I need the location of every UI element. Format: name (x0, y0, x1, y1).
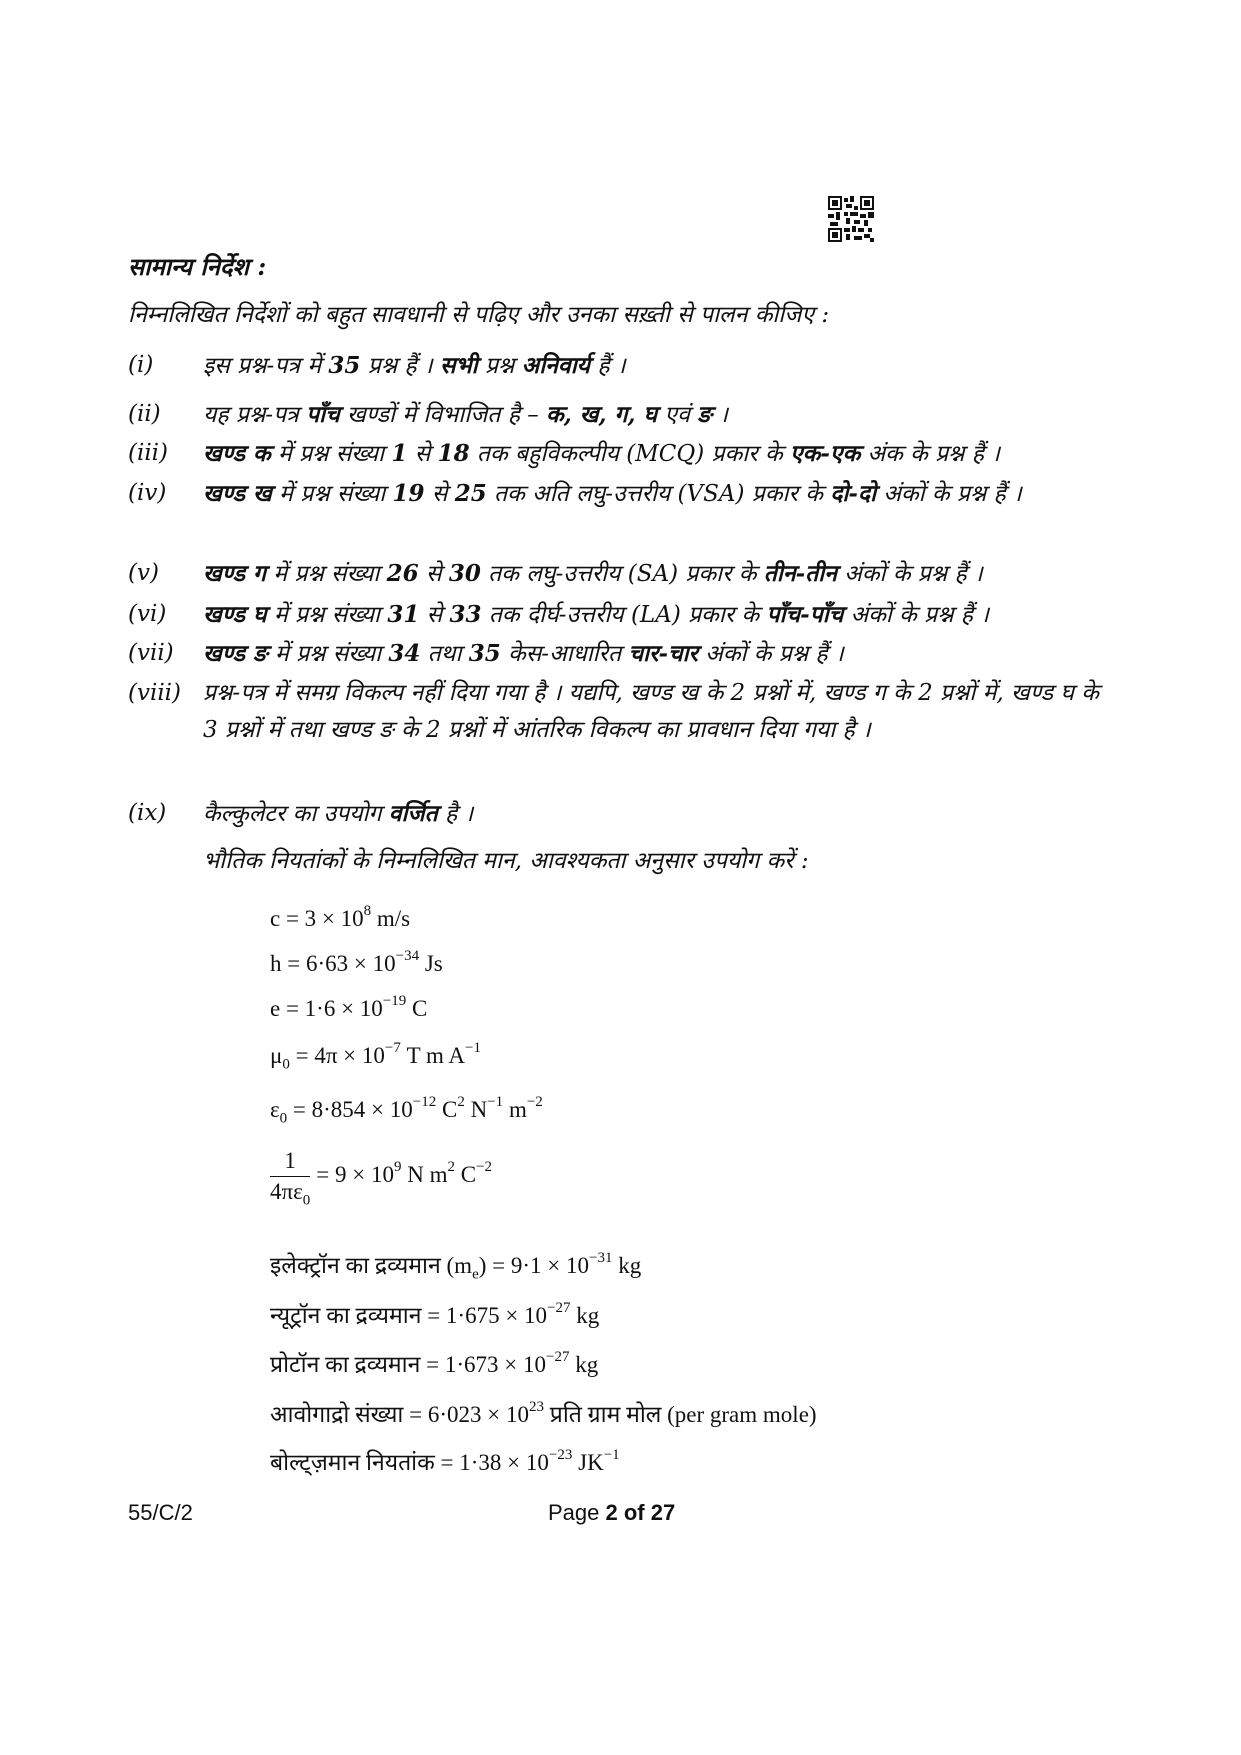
instruction-emphasis: 31 (387, 601, 420, 628)
instruction-fragment: इस प्रश्न-पत्र में (203, 353, 329, 379)
instruction-fragment: प्रश्न हैं । (360, 353, 440, 379)
instruction-text (203, 396, 1118, 434)
instruction-item (128, 555, 1118, 593)
instruction-fragment: अंकों के प्रश्न हैं । (876, 481, 1022, 507)
instruction-emphasis: 35 (468, 640, 501, 667)
constant-electron-mass: इलेक्ट्रॉन का द्रव्यमान $(m_e) = 9\cdot 1 \times 10^{-31}$ kg (270, 1250, 642, 1283)
instruction-fragment: से (418, 561, 449, 587)
instruction-number: (iv) (128, 480, 167, 506)
instruction-emphasis: वर्जित (388, 800, 438, 827)
instruction-emphasis: 35 (328, 352, 361, 379)
qr-code-icon (828, 196, 874, 242)
instruction-fragment: तथा (420, 641, 469, 667)
instruction-emphasis: खण्ड घ (203, 601, 267, 628)
instruction-fragment: में प्रश्न संख्या (266, 561, 387, 587)
instruction-emphasis: खण्ड ङ (203, 640, 268, 667)
instruction-text (203, 475, 1118, 513)
instruction-number: (v) (128, 560, 159, 586)
instruction-emphasis: 25 (454, 480, 487, 507)
instruction-emphasis: 26 (386, 560, 419, 587)
instruction-fragment: एवं (657, 402, 698, 428)
instruction-emphasis: खण्ड ख (203, 480, 272, 507)
instruction-number: (viii) (128, 680, 182, 706)
instructions-heading: सामान्य निर्देश : (128, 252, 267, 281)
instruction-emphasis: अनिवार्य (521, 352, 591, 379)
instruction-emphasis: 18 (437, 440, 470, 467)
instruction-fragment: प्रश्न-पत्र में समग्र विकल्प नहीं दिया गया है । यद्यपि, खण्ड ख के 2 प्रश्नों में, खण्ड ग के 2 प्रश्नों में, खण्ड घ के 3 प्रश्नों में तथा खण्ड ङ के 2 प्रश्नों में आंतरिक विकल्प का प्रावधान दिया गया है । (203, 680, 1099, 743)
instruction-emphasis: ङ (697, 401, 712, 428)
instruction-number: (vii) (128, 640, 174, 666)
instruction-fragment: अंकों के प्रश्न हैं । (843, 602, 990, 628)
page-number: Page 2 of 27 (548, 1500, 676, 1525)
paper-code: 55/C/2 (128, 1500, 193, 1525)
constant-proton-mass: प्रोटॉन का द्रव्यमान = $1\cdot 673 \times 10^{-27}$ kg (270, 1349, 599, 1377)
constant-electron-charge: $e = 1\cdot 6 \times 10^{-19}$ C (270, 993, 428, 1021)
constant-boltzmann: बोल्ट्ज़मान नियतांक = $1\cdot 38 \times 10^{-23}$ $JK^{-1}$ (270, 1447, 620, 1475)
instruction-fragment: केस-आधारित (500, 641, 629, 667)
instruction-emphasis: क, ख, ग, घ (546, 401, 658, 428)
constants-intro: भौतिक नियतांकों के निम्नलिखित मान, आवश्यकता अनुसार उपयोग करें : (203, 848, 809, 874)
instruction-item (128, 435, 1118, 473)
instruction-fragment: से (419, 602, 450, 628)
instruction-item (128, 675, 1118, 749)
instruction-emphasis: तीन-तीन (763, 560, 837, 587)
instruction-text (203, 675, 1118, 749)
instruction-item (128, 475, 1118, 513)
instruction-emphasis: दो-दो (830, 480, 877, 507)
instruction-fragment: अंकों के प्रश्न हैं । (837, 561, 983, 587)
instruction-fragment: तक लघु-उत्तरीय (SA) प्रकार के (480, 561, 764, 587)
instruction-emphasis: पाँच (306, 401, 340, 428)
instruction-emphasis: 34 (388, 640, 421, 667)
instruction-fragment: में प्रश्न संख्या (266, 602, 388, 628)
instruction-text (203, 795, 1118, 833)
instruction-text (203, 347, 1118, 385)
constant-mu0: $\mu_0 = 4\pi \times 10^{-7}$ T m $A^{-1}$ (270, 1040, 481, 1073)
instruction-emphasis: खण्ड क (203, 440, 271, 467)
instruction-emphasis: सभी (439, 352, 478, 379)
instructions-intro: निम्नलिखित निर्देशों को बहुत सावधानी से पढ़िए और उनका सख़्ती से पालन कीजिए : (128, 302, 830, 328)
instruction-item (128, 596, 1118, 634)
instruction-number: (vi) (128, 601, 167, 627)
constant-epsilon0: $\varepsilon_0 = 8\cdot 854 \times 10^{-12}$ $C^2$ $N^{-1}$ $m^{-2}$ (270, 1094, 543, 1127)
instruction-fragment: में प्रश्न संख्या (267, 641, 389, 667)
instruction-emphasis: चार-चार (628, 640, 698, 667)
constant-avogadro: आवोगाद्रो संख्या = $6\cdot 023 \times 10^{23}$ प्रति ग्राम मोल (per gram mole) (270, 1399, 817, 1427)
instruction-emphasis: एक-एक (789, 440, 861, 467)
instruction-fragment: तक बहुविकल्पीय (MCQ) प्रकार के (469, 441, 790, 467)
instruction-fragment: यह प्रश्न-पत्र (203, 402, 307, 428)
instruction-item (128, 396, 1118, 434)
instruction-fragment: खण्डों में विभाजित है – (339, 402, 547, 428)
instruction-number: (ix) (128, 800, 167, 826)
instruction-fragment: अंक के प्रश्न हैं । (860, 441, 1000, 467)
constant-planck: $h = 6\cdot 63 \times 10^{-34}$ Js (270, 948, 443, 976)
instruction-fragment: कैल्कुलेटर का उपयोग (203, 801, 389, 827)
constant-neutron-mass: न्यूट्रॉन का द्रव्यमान = $1\cdot 675 \times 10^{-27}$ kg (270, 1300, 600, 1328)
instruction-item (128, 795, 1118, 833)
instruction-number: (ii) (128, 401, 161, 427)
instruction-emphasis: पाँच-पाँच (766, 601, 844, 628)
constant-coulomb: $\frac{1}{4\pi\varepsilon_0}$ = $9 \times 10^9$ N $m^2$ $C^{-2}$ (270, 1148, 493, 1209)
instruction-text (203, 555, 1118, 593)
instruction-emphasis: 30 (448, 560, 481, 587)
instruction-text (203, 435, 1118, 473)
instruction-emphasis: 1 (391, 440, 408, 467)
instruction-number: (iii) (128, 440, 169, 466)
instruction-emphasis: 33 (449, 601, 482, 628)
instruction-item (128, 635, 1118, 673)
instruction-item (128, 347, 1118, 385)
instruction-number: (i) (128, 352, 154, 378)
instruction-text (203, 596, 1118, 634)
instruction-fragment: हैं । (590, 353, 626, 379)
instruction-fragment: से (407, 441, 438, 467)
instruction-fragment: तक अति लघु-उत्तरीय (VSA) प्रकार के (486, 481, 831, 507)
instruction-text (203, 635, 1118, 673)
instruction-fragment: । (711, 402, 728, 428)
instruction-fragment: प्रश्न (477, 353, 522, 379)
coulomb-fraction: $\frac{1}{4\pi\varepsilon_0}$ (270, 1148, 311, 1209)
instruction-fragment: में प्रश्न संख्या (271, 481, 393, 507)
instruction-fragment: तक दीर्घ-उत्तरीय (LA) प्रकार के (481, 602, 767, 628)
constant-speed-of-light: $c = 3 \times 10^8$ m/s (270, 903, 411, 931)
instruction-fragment: अंकों के प्रश्न हैं । (697, 641, 844, 667)
instruction-fragment: से (424, 481, 455, 507)
instruction-emphasis: 19 (392, 480, 425, 507)
instruction-fragment: है । (437, 801, 474, 827)
instruction-fragment: में प्रश्न संख्या (270, 441, 392, 467)
instruction-emphasis: खण्ड ग (203, 560, 267, 587)
